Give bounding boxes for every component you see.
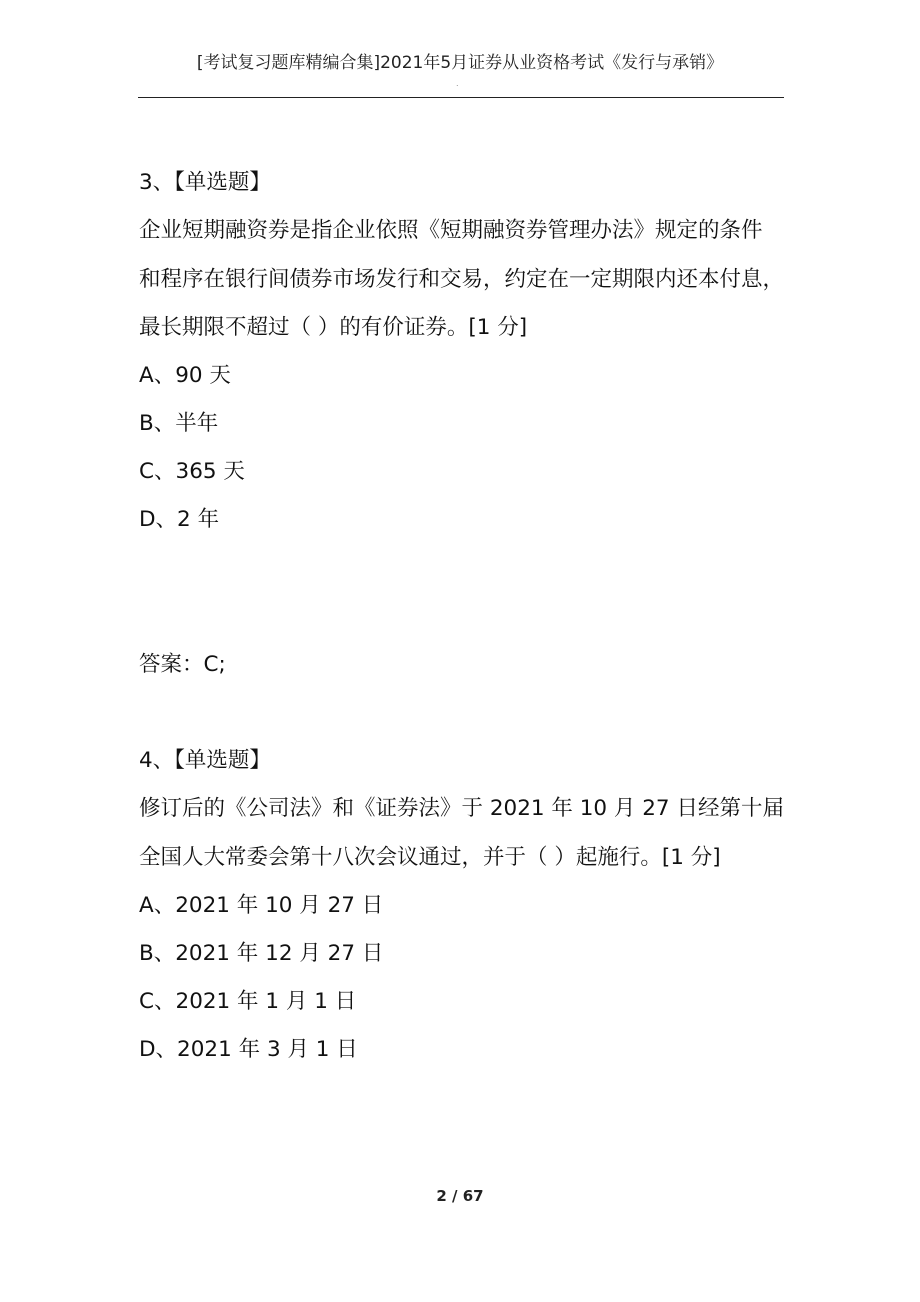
question-3-heading: 3、【单选题】 (139, 170, 271, 195)
question-3-option-c: C、365 天 (139, 459, 245, 484)
question-4-stem-line-2: 全国人大常委会第十八次会议通过，并于（ ）起施行。[1 分] (139, 845, 721, 870)
question-4-option-b: B、2021 年 12 月 27 日 (139, 941, 384, 966)
question-3-option-a: A、90 天 (139, 363, 231, 388)
question-3-option-d: D、2 年 (139, 507, 220, 532)
question-3-answer: 答案：C; (139, 652, 226, 677)
page-number: 2 / 67 (436, 1187, 484, 1205)
question-4-option-d: D、2021 年 3 月 1 日 (139, 1037, 358, 1062)
question-3-stem-line-3: 最长期限不超过（ ）的有价证券。[1 分] (139, 315, 528, 340)
question-4-option-a: A、2021 年 10 月 27 日 (139, 893, 384, 918)
question-4-option-c: C、2021 年 1 月 1 日 (139, 989, 357, 1014)
question-3-option-b: B、半年 (139, 411, 219, 436)
question-4-heading: 4、【单选题】 (139, 748, 271, 773)
question-4-stem-line-1: 修订后的《公司法》和《证券法》于 2021 年 10 月 27 日经第十届 (139, 796, 784, 821)
header-divider (138, 97, 784, 98)
question-3-stem-line-1: 企业短期融资券是指企业依照《短期融资券管理办法》规定的条件 (139, 218, 763, 243)
question-3-stem-line-2: 和程序在银行间债券市场发行和交易，约定在一定期限内还本付息， (139, 267, 785, 292)
page-header-title: [考试复习题库精编合集]2021年5月证券从业资格考试《发行与承销》 (196, 53, 724, 73)
header-dot: . (456, 79, 459, 88)
